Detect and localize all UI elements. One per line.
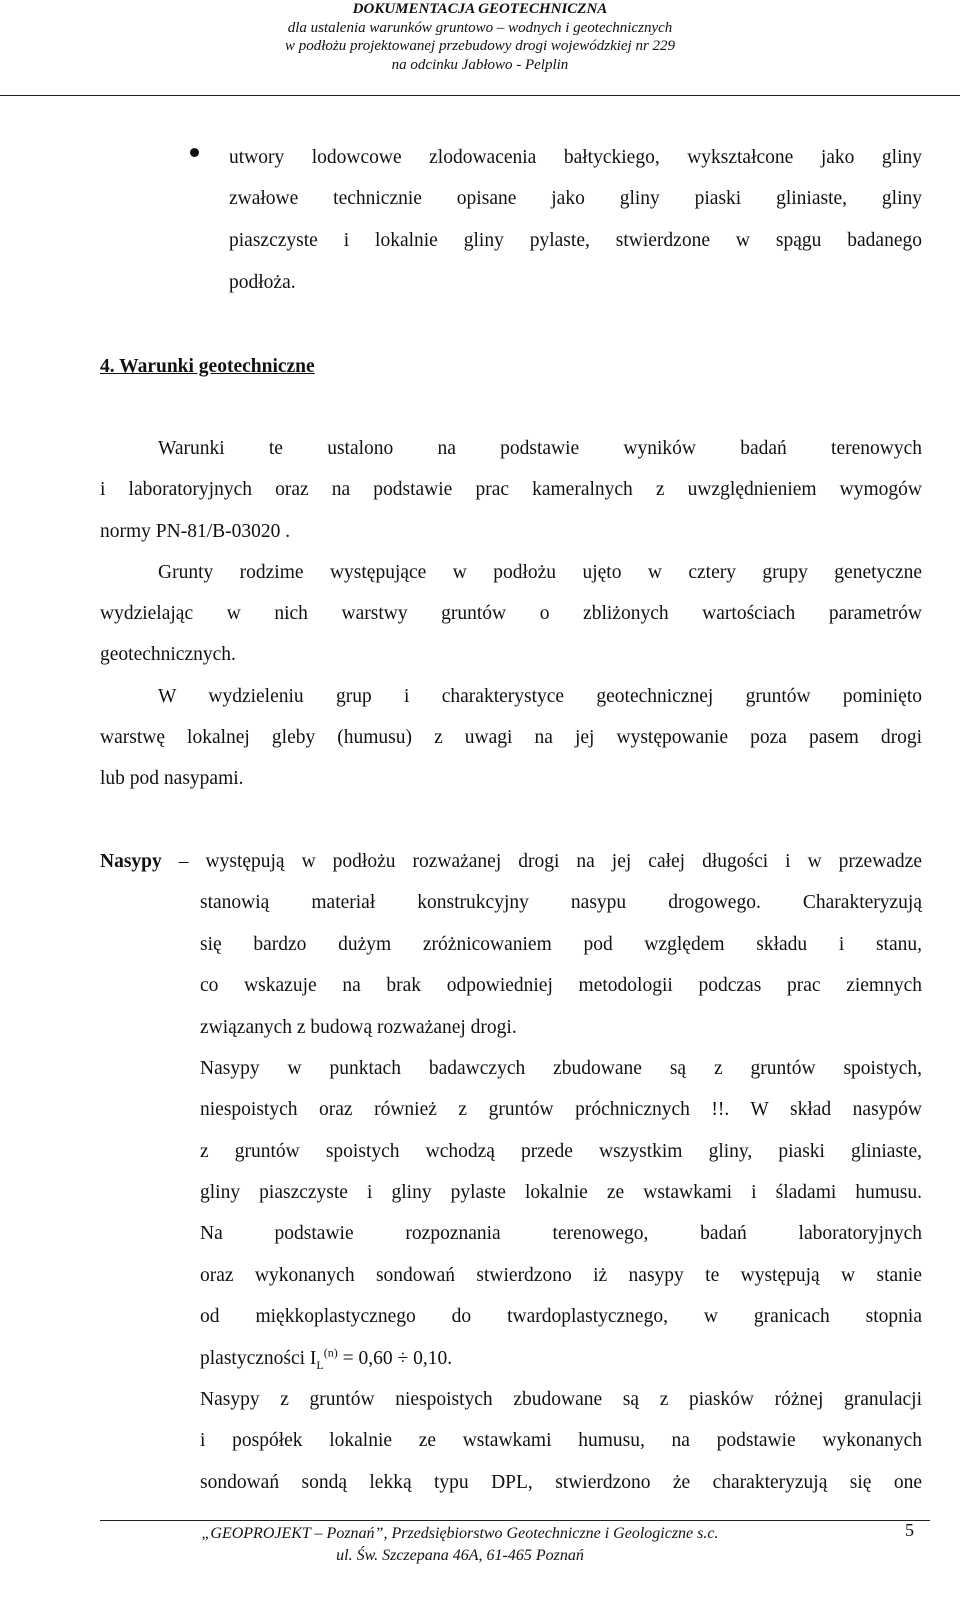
paragraph-line: geotechnicznych. — [100, 644, 236, 665]
nasypy-line: co wskazuje na brak odpowiedniej metodologii podczas prac ziemnych — [200, 975, 922, 996]
footer-company: „GEOPROJEKT – Poznań”, Przedsiębiorstwo Geotechniczne i Geologiczne s.c. — [201, 1525, 719, 1542]
plasticity-sup: (n) — [323, 1345, 338, 1360]
nasypy-line: stanowią materiał konstrukcyjny nasypu drogowego. Charakteryzują — [200, 892, 922, 913]
nasypy-line: się bardzo dużym zróżnicowaniem pod względem składu i stanu, — [200, 934, 922, 955]
nasypy-first-rest: – występują w podłożu rozważanej drogi na jej całej długości i w przewadze — [161, 851, 922, 872]
section-heading: 4. Warunki geotechniczne — [100, 356, 315, 377]
page-number: 5 — [905, 1520, 914, 1540]
paragraph-line: Warunki te ustalono na podstawie wyników badań terenowych — [158, 438, 922, 459]
plasticity-label: plastyczności I — [200, 1348, 317, 1369]
paragraph-line: warstwę lokalnej gleby (humusu) z uwagi na jej występowanie poza pasem drogi — [100, 727, 922, 748]
nasypy-line: z gruntów spoistych wchodzą przede wszystkim gliny, piaski gliniaste, — [200, 1141, 922, 1162]
bullet-icon — [190, 148, 199, 157]
footer-address: ul. Św. Szczepana 46A, 61-465 Poznań — [336, 1547, 584, 1564]
plasticity-value: = 0,60 ÷ 0,10. — [337, 1348, 453, 1369]
header-subtitle-1: dla ustalenia warunków gruntowo – wodnych i geotechnicznych — [287, 19, 673, 36]
nasypy-line: gliny piaszczyste i gliny pylaste lokalnie ze wstawkami i śladami humusu. — [200, 1182, 922, 1203]
nasypy-line: Nasypy z gruntów niespoistych zbudowane są z piasków różnej granulacji — [200, 1389, 922, 1410]
header-subtitle-2: w podłożu projektowanej przebudowy drogi wojewódzkiej nr 229 — [284, 38, 676, 54]
nasypy-line: Nasypy w punktach badawczych zbudowane są z gruntów spoistych, — [200, 1058, 922, 1079]
nasypy-line: niespoistych oraz również z gruntów próchnicznych !!. W skład nasypów — [200, 1099, 922, 1120]
header-title: DOKUMENTACJA GEOTECHNICZNA — [352, 1, 608, 17]
bullet-line: podłoża. — [229, 272, 296, 293]
paragraph-line: W wydzieleniu grup i charakterystyce geotechnicznej gruntów pominięto — [158, 686, 922, 707]
nasypy-line: sondowań sondą lekką typu DPL, stwierdzono że charakteryzują się one — [200, 1472, 922, 1493]
bullet-line: piaszczyste i lokalnie gliny pylaste, stwierdzone w spągu badanego — [229, 230, 922, 251]
footer-divider — [100, 1520, 930, 1521]
nasypy-term: Nasypy — [100, 851, 162, 872]
document-footer — [100, 1523, 820, 1567]
nasypy-line: i pospółek lokalnie ze wstawkami humusu, na podstawie wykonanych — [200, 1430, 922, 1451]
bullet-line: utwory lodowcowe zlodowacenia bałtyckiego, wykształcone jako gliny — [229, 147, 922, 168]
paragraph-line: wydzielając w nich warstwy gruntów o zbliżonych wartościach parametrów — [100, 603, 922, 624]
paragraph-line: i laboratoryjnych oraz na podstawie prac kameralnych z uwzględnieniem wymogów — [100, 479, 922, 500]
header-subtitle-3: na odcinku Jabłowo - Pelplin — [391, 56, 569, 73]
plasticity-line — [200, 1344, 922, 1374]
plasticity-sub: L — [316, 1357, 324, 1372]
header-divider — [0, 95, 960, 96]
paragraph-line: lub pod nasypami. — [100, 768, 244, 789]
paragraph-line: Grunty rodzime występujące w podłożu ujęto w cztery grupy genetyczne — [158, 562, 922, 583]
nasypy-line: od miękkoplastycznego do twardoplastycznego, w granicach stopnia — [200, 1306, 922, 1327]
nasypy-line: oraz wykonanych sondowań stwierdzono iż nasypy te występują w stanie — [200, 1265, 922, 1286]
document-header — [0, 0, 960, 74]
nasypy-first-line — [100, 847, 922, 889]
nasypy-line: związanych z budową rozważanej drogi. — [200, 1017, 517, 1038]
nasypy-line: Na podstawie rozpoznania terenowego, badań laboratoryjnych — [200, 1223, 922, 1244]
bullet-line: zwałowe technicznie opisane jako gliny piaski gliniaste, gliny — [229, 188, 922, 209]
paragraph-line: normy PN-81/B-03020 . — [100, 521, 291, 542]
